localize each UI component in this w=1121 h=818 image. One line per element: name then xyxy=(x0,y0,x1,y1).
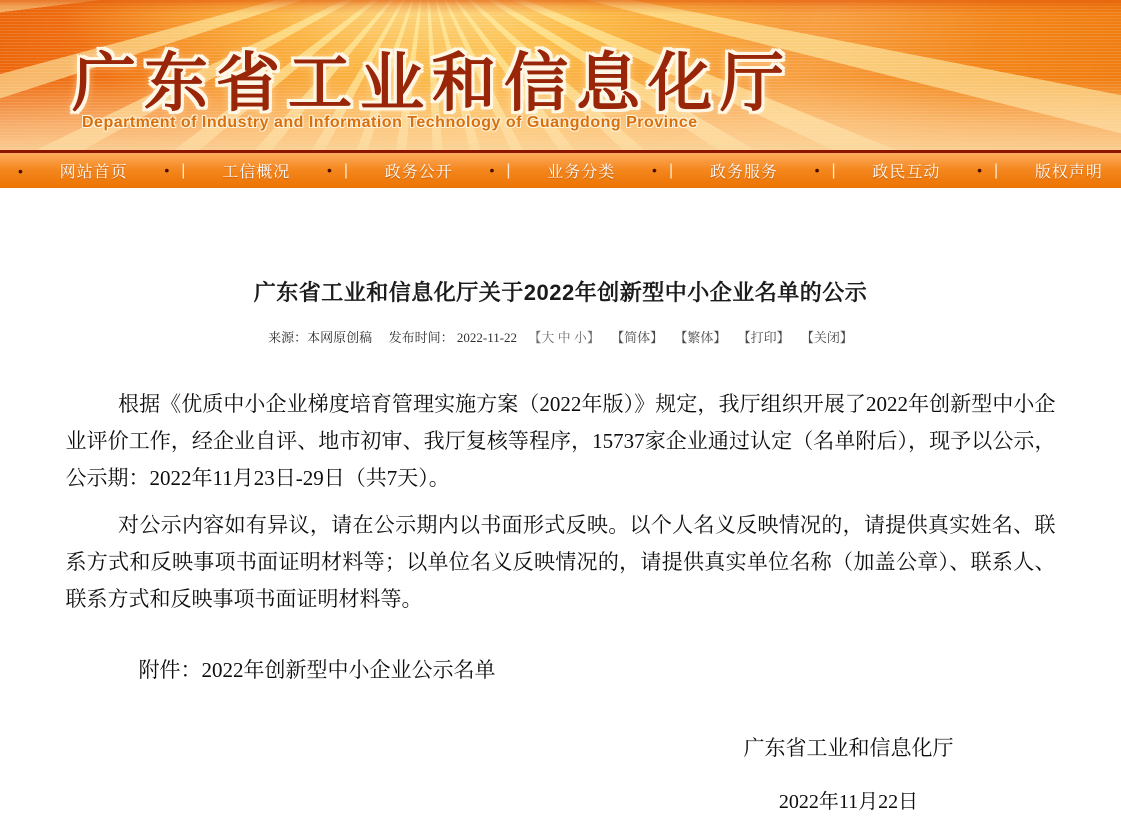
nav-bullet-icon: • xyxy=(489,161,495,178)
nav-item-gov-disclosure[interactable]: 政务公开 xyxy=(384,164,453,181)
article-source: 来源：本网原创稿 xyxy=(268,330,373,345)
print-button[interactable]: 【打印】 xyxy=(737,330,790,345)
simplified-chinese-button[interactable]: 【简体】 xyxy=(611,330,664,345)
article-title: 广东省工业和信息化厅关于2022年创新型中小企业名单的公示 xyxy=(253,280,868,305)
font-size-controls[interactable]: 【大 中 小】 xyxy=(528,330,600,345)
site-banner xyxy=(0,0,1121,150)
nav-item-copyright[interactable]: 版权声明 xyxy=(1034,164,1103,181)
nav-separator xyxy=(327,162,348,180)
nav-bullet-icon: • xyxy=(652,161,657,178)
publish-time-value: 2022-11-22 xyxy=(456,330,518,345)
close-button[interactable]: 【关闭】 xyxy=(800,330,853,345)
site-title: 广东省工业和信息化厅 xyxy=(72,47,792,119)
paragraph-2: 对公示内容如有异议，请在公示期内以书面形式反映。以个人名义反映情况的，请提供真实姓名、联系方式和反映事项书面证明材料等；以单位名义反映情况的，请提供真实单位名称（加盖公章）、联系人、联系方式和反映事项书面证明材料等。 xyxy=(65,513,1056,611)
nav-pipe-icon: | xyxy=(668,161,674,179)
nav-item-business-categories[interactable]: 业务分类 xyxy=(547,164,616,181)
nav-lead-bullet-icon: • xyxy=(18,162,23,179)
nav-item-public-interaction[interactable]: 政民互动 xyxy=(872,164,941,181)
nav-bullet-icon: • xyxy=(814,161,820,178)
nav-pipe-icon: | xyxy=(181,161,186,179)
nav-bullet-icon: • xyxy=(164,161,170,178)
publish-time-label: 发布时间： xyxy=(388,330,454,345)
traditional-chinese-button[interactable]: 【繁体】 xyxy=(674,330,727,345)
signature-date: 2022年11月22日 xyxy=(778,791,919,813)
nav-pipe-icon: | xyxy=(506,161,511,179)
attachment-line xyxy=(66,654,1056,684)
nav-pipe-icon: | xyxy=(831,161,836,179)
nav-bullet-icon: • xyxy=(977,161,983,178)
nav-separator xyxy=(164,162,185,180)
signature-block xyxy=(724,732,974,814)
nav-separator xyxy=(977,162,998,180)
nav-pipe-icon: | xyxy=(994,161,999,179)
nav-bullet-icon: • xyxy=(326,161,332,178)
nav-item-home[interactable]: 网站首页 xyxy=(59,164,128,181)
nav-item-gov-services[interactable]: 政务服务 xyxy=(709,164,778,181)
site-subtitle-english: Department of Industry and Information Technology of Guangdong Province xyxy=(82,114,698,131)
nav-item-overview[interactable]: 工信概况 xyxy=(222,164,291,181)
article-body xyxy=(66,386,1056,618)
paragraph-1: 根据《优质中小企业梯度培育管理实施方案（2022年版）》规定，我厅组织开展了2022年创新型中小企业评价工作，经企业自评、地市初审、我厅复核等程序，15737家企业通过认定（名单附后），现予以公示，公示期：2022年11月23日-29日（共7天）。 xyxy=(65,392,1056,490)
main-nav xyxy=(0,150,1121,188)
nav-separator xyxy=(489,162,510,180)
attachment-label: 附件： xyxy=(138,658,202,682)
nav-pipe-icon: | xyxy=(343,161,348,179)
article xyxy=(66,276,1056,814)
nav-separator xyxy=(652,162,673,180)
signature-department: 广东省工业和信息化厅 xyxy=(743,736,954,760)
nav-separator xyxy=(815,162,836,180)
attachment-link[interactable]: 2022年创新型中小企业公示名单 xyxy=(201,658,496,682)
article-meta xyxy=(66,327,1056,346)
